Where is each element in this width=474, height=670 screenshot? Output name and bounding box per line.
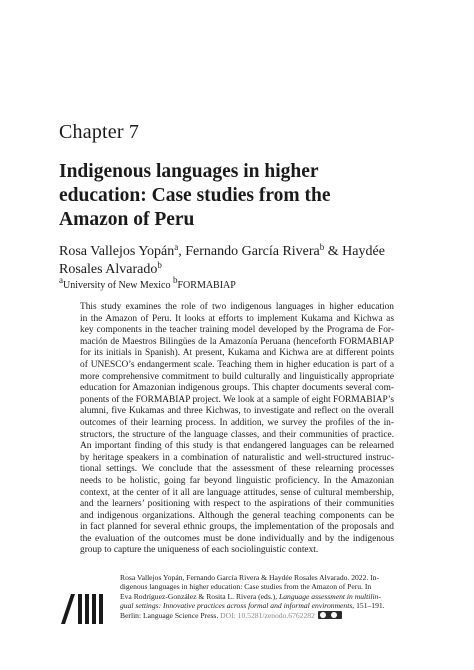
abstract-line: group to capture the uniqueness of each sociolinguistic context. [80, 545, 319, 556]
citation-book-title: gual settings: Innovative practices across formal and informal environments [120, 601, 353, 611]
abstract-line: and indigenous organizations. Although the general teaching components can be [80, 510, 394, 521]
abstract-line: education for Amazonian indigenous groups. This chapter documents several com- [80, 383, 394, 394]
abstract-line: ponents of the FORMABIAP project. We look at a sample of eight FORMABIAP’s [80, 394, 394, 405]
citation-line: Rosa Vallejos Yopán, Fernando García Rivera & Haydée Rosales Alvarado. 2022. In- [120, 573, 380, 582]
author-line [59, 243, 429, 261]
chapter-title-line: Amazon of Peru [59, 209, 195, 230]
abstract-line: in the Amazon of Peru. It looks at efforts to implement Kukama and Kichwa as [80, 313, 394, 324]
abstract-line: structors, the structure of the language classes, and their communities of practice. [80, 429, 394, 440]
author-name: Rosa Vallejos Yopán [59, 244, 175, 259]
abstract-line: alumni, five Kukamas and three Kichwas, to investigate and reflect on the overall [80, 406, 394, 417]
abstract [80, 302, 394, 557]
doi-link[interactable]: DOI: 10.5281/zenodo.6762282 [220, 610, 315, 620]
affiliation-marker: b [172, 275, 178, 285]
affiliation-text: University of New Mexico [63, 280, 173, 291]
abstract-line: in fact planned for several ethnic groups, the implementation of the proposals and [80, 522, 394, 533]
author-line [59, 261, 429, 279]
citation-line [120, 601, 420, 610]
author-name: & Haydée [324, 244, 385, 259]
citation-publisher: Berlin: Language Science Press. [120, 610, 221, 620]
affiliation-marker: a [174, 242, 179, 252]
abstract-line: An important finding of this study is that endangered languages can be relearned [80, 441, 394, 452]
affiliation-marker: b [157, 260, 162, 270]
author-name: Rosales Alvarado [59, 262, 158, 277]
citation-line: digenous languages in higher education: Case studies from the Amazon of Peru. In [120, 582, 372, 592]
abstract-line: for its initials in Spanish). At present, Kukama and Kichwa are at different points [80, 348, 394, 359]
chapter-title [59, 160, 419, 232]
affiliation-marker: a [59, 275, 63, 285]
affiliation-text: FORMABIAP [177, 280, 236, 291]
author-list [59, 243, 429, 279]
abstract-line: the evaluation of the outcomes must be done individually and by the indigenous [80, 533, 394, 544]
abstract-line: tional settings. We conclude that the assessment of these relearning processes [80, 464, 394, 475]
abstract-line: by heritage speakers in a combination of naturalistic and well-structured instruc- [80, 452, 394, 463]
author-name: , Fernando García Rivera [178, 244, 320, 259]
abstract-line: needs to be holistic, going far beyond linguistic proficiency. In the Amazonian [80, 475, 394, 486]
abstract-line: context, at the center of it all are language attitudes, sense of cultural membership, [80, 487, 394, 498]
citation-pages: , 151–191. [352, 601, 385, 611]
abstract-line: key components in the teacher training model developed by the Programa de For- [80, 325, 394, 336]
citation-block [120, 573, 420, 620]
citation-editors: Eva Rodríguez-González & Rosita L. Rivera (eds.), [120, 591, 279, 601]
abstract-line: This study examines the role of two indigenous languages in higher education [80, 302, 394, 312]
citation-line [120, 592, 420, 601]
citation-line [120, 611, 420, 620]
abstract-line: mación de Maestros Bilingües de la Amazonía Peruana (henceforth FORMABIAP [80, 336, 394, 347]
chapter-title-line: Indigenous languages in higher [59, 161, 319, 182]
chapter-title-line: education: Case studies from the [59, 185, 331, 206]
citation-book-title: Language assessment in multilin- [279, 591, 381, 601]
abstract-line: and the learners’ positioning with respect to the aspirations of their communities [80, 499, 394, 510]
chapter-label: Chapter 7 [59, 121, 140, 143]
abstract-line: more comprehensive commitment to build culturally and linguistically appropriate [80, 371, 394, 382]
affiliations [59, 275, 236, 291]
language-science-press-logo-icon [59, 590, 111, 624]
abstract-line: outcomes of their learning process. In addition, we survey the profiles of the in- [80, 417, 394, 428]
affiliation-marker: b [319, 242, 325, 252]
cc-by-license-icon [318, 611, 342, 619]
abstract-line: of UNESCO’s endangerment scale. Teaching them in higher education is part of a [80, 359, 394, 370]
